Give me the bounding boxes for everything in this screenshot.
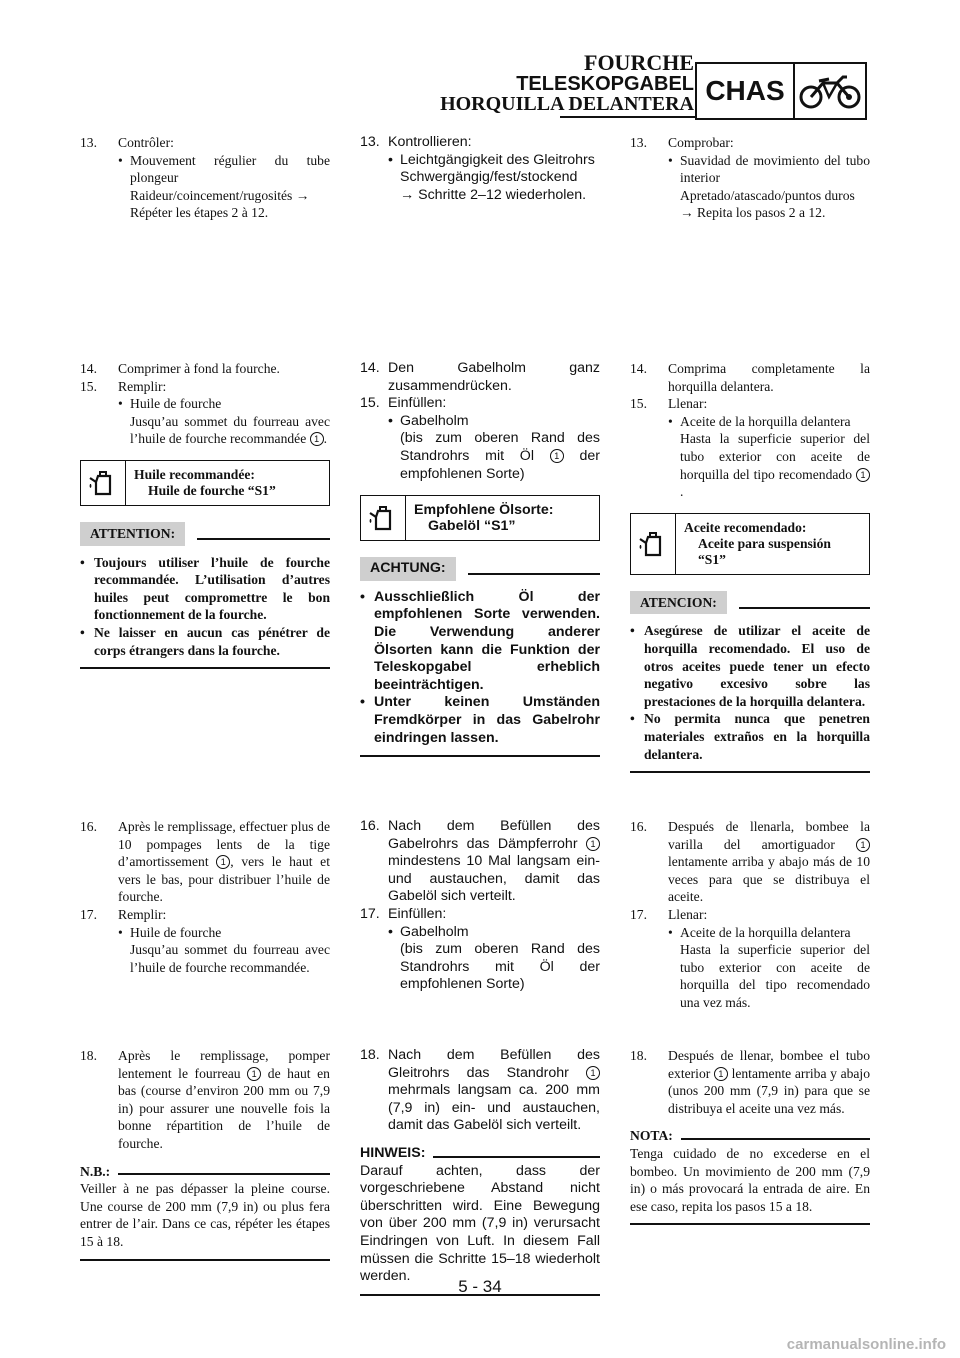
de-spec-box: Empfohlene Ölsorte: Gabelöl “S1” xyxy=(360,495,600,541)
caution-label: ATTENTION: xyxy=(80,522,185,546)
header-titles xyxy=(440,52,694,114)
oil-can-icon xyxy=(361,496,406,540)
es-block-18: 18. Después de llenar, bombee el tubo exterior 1 lentamente arriba y abajo (unos 200 mm (7,9 in) para que se distribuya el aceite una vez más. NOTA: Tenga cuidado de no excederse en el bombeo. Un movimiento de 200 mm (7,9 in) o más provocará la entrada de aire. En ese caso, repita los pasos 15 a 18. xyxy=(630,1047,870,1225)
page-number: 5 - 34 xyxy=(458,1277,502,1296)
fr-note-body: Veiller à ne pas dépasser la pleine course. Une course de 200 mm (7,9 in) ou plus fera entrer de l’air. Dans ce cas, répéter les étapes 15 à 18. xyxy=(80,1180,330,1260)
header-rule xyxy=(560,116,695,118)
fr-block-16-17: 16. Après le remplissage, effectuer plus de 10 pompages lents de la tige d’amortissement 1 , vers le haut et vers le bas, pour distribuer l’huile de fourche. 17. Remplir: • Huile de fourche Jusqu’au sommet du fourreau avec l’huile de fourche recommandée. xyxy=(80,819,330,975)
title-german: TELESKOPGABEL xyxy=(516,73,694,95)
ref-marker-1: 1 xyxy=(310,432,324,446)
note-label: N.B.: xyxy=(80,1163,111,1179)
note-label: NOTA: xyxy=(630,1128,673,1144)
de-block-14-15: 14. Den Gabelholm ganz zusammendrücken. 15. Einfüllen: • Gabelholm (bis zum oberen Rand des Standrohrs mit Öl 1 der empfohlenen Sorte) Empfohlene Ölsorte: Gabelöl “S1” ACHTUNG: • Ausschließlich Öl der empfohlenen Sorte verwenden. Die Verwendung anderer Ölsorten kann die Funktion der Teleskopgabel erheblich beeinträchtigen. • Unter keinen Umständen Fremdkörper in das Gabelrohr eindringen lassen. xyxy=(360,360,600,757)
de-note-body: Darauf achten, dass der vorgeschriebene Abstand nicht überschritten wird. Eine Bewegung von über 200 mm (7,9 in) verursacht Eindringen von Luft. In diesem Fall müssen die Schritte 15–18 wiederholt werden. xyxy=(360,1163,600,1296)
title-spanish: HORQUILLA DELANTERA xyxy=(440,93,694,115)
es-note-body: Tenga cuidado de no excederse en el bombeo. Un movimiento de 200 mm (7,9 in) o más provocará la entrada de aire. En ese caso, repita los pasos 15 a 18. xyxy=(630,1145,870,1225)
es-block-14-15: 14. Comprima completamente la horquilla delantera. 15. Llenar: • Aceite de la horquilla delantera Hasta la superficie superior del tubo exterior con aceite de horquilla del tipo recomendado 1. Aceite recomendado: Aceite para suspensión “S1” ATENCION: • Asegúrese de utilizar el aceite de horquilla recomendado. El uso de otros aceites puede tener un efecto negativo excesivo sobre las prestaciones de la horquilla delantera. • No permita nunca que penetren materiales extraños en la horquilla delantera. xyxy=(630,360,870,773)
caution-label: ACHTUNG: xyxy=(360,557,456,581)
oil-can-icon xyxy=(81,461,126,505)
fr-block-18: 18. Après le remplissage, pomper lentement le fourreau 1 de haut en bas (course d’environ 200 mm ou 7,9 in) pour assurer une nouvelle fois la bonne répartition de l’huile de fourche. N.B.: Veiller à ne pas dépasser la pleine course. Une course de 200 mm (7,9 in) ou plus fera entrer de l’air. Dans ce cas, répéter les étapes 15 à 18. xyxy=(80,1047,330,1261)
fr-block-14-15: 14. Comprimer à fond la fourche. 15. Remplir: • Huile de fourche Jusqu’au sommet du fourreau avec l’huile de fourche recommandée 1 . Huile recommandée: Huile de fourche “S1” ATTENTION: • Toujours utiliser l’huile de fourche recommandée. L’utilisation d’autres huiles peut compromettre le bon fonctionnement de la fourche. • Ne laisser en aucun cas pénétrer de corps étrangers dans la fourche. xyxy=(80,360,330,669)
es-block-16-17: 16. Después de llenarla, bombee la varilla del amortiguador 1 lentamente arriba y abajo más de 10 veces para que se distribuya el aceite. 17. Llenar: • Aceite de la horquilla delantera Hasta la superficie superior del tubo exterior con aceite de horquilla del tipo recomendado una vez más. xyxy=(630,819,870,1010)
es-spec-box: Aceite recomendado: Aceite para suspensión “S1” xyxy=(630,513,870,575)
motorcycle-icon xyxy=(795,64,865,118)
de-step-13: 13. Kontrollieren: • Leichtgängigkeit des Gleitrohrs Schwergängig/fest/stockend → Schritte 2–12 wiederholen. xyxy=(360,134,595,203)
de-block-18: 18. Nach dem Befüllen des Gleitrohrs das Standrohr 1 mehrmals langsam ca. 200 mm (7,9 in) ein- und austauchen, damit das Gabelöl sich verteilt. HINWEIS: Darauf achten, dass der vorgeschriebene Abstand nicht überschritten wird. Eine Bewegung von über 200 mm (7,9 in) verursacht Eindringen von Luft. In diesem Fall müssen die Schritte 15–18 wiederholt werden. xyxy=(360,1047,600,1296)
note-label: HINWEIS: xyxy=(360,1144,426,1161)
section-badge xyxy=(695,62,867,120)
section-label: CHAS xyxy=(697,64,795,118)
fr-spec-box: Huile recommandée: Huile de fourche “S1” xyxy=(80,460,330,506)
oil-can-icon xyxy=(631,514,676,574)
de-caution-body: • Ausschließlich Öl der empfohlenen Sorte verwenden. Die Verwendung anderer Ölsorten kann die Funktion der Teleskopgabel erheblich beeinträchtigen. • Unter keinen Umständen Fremdkörper in das Gabelrohr eindringen lassen. xyxy=(360,589,600,757)
es-caution-body: • Asegúrese de utilizar el aceite de horquilla recomendado. El uso de otros aceites puede tener un efecto negativo excesivo sobre las prestaciones de la horquilla delantera. • No permita nunca que penetren materiales extraños en la horquilla delantera. xyxy=(630,622,870,773)
title-french: FOURCHE xyxy=(584,50,694,75)
watermark: carmanualsonline.info xyxy=(786,1336,946,1353)
de-block-16-17: 16. Nach dem Befüllen des Gabelrohrs das Dämpferrohr 1 mindestens 10 Mal langsam ein- und austauchen, damit das Gabelöl sich verteilt. 17. Einfüllen: • Gabelholm (bis zum oberen Rand des Standrohrs mit Öl der empfohlenen Sorte) xyxy=(360,818,600,993)
es-step-13: 13. Comprobar: • Suavidad de movimiento del tubo interior Apretado/atascado/puntos duros → Repita los pasos 2 a 12. xyxy=(630,135,870,221)
caution-label: ATENCION: xyxy=(630,591,727,615)
fr-step-13: 13. Contrôler: • Mouvement régulier du tube plongeur Raideur/coincement/rugosités → Répéter les étapes 2 à 12. xyxy=(80,135,330,221)
fr-caution-body: • Toujours utiliser l’huile de fourche recommandée. L’utilisation d’autres huiles peut compromettre le bon fonctionnement de la fourche. • Ne laisser en aucun cas pénétrer de corps étrangers dans la fourche. xyxy=(80,554,330,670)
